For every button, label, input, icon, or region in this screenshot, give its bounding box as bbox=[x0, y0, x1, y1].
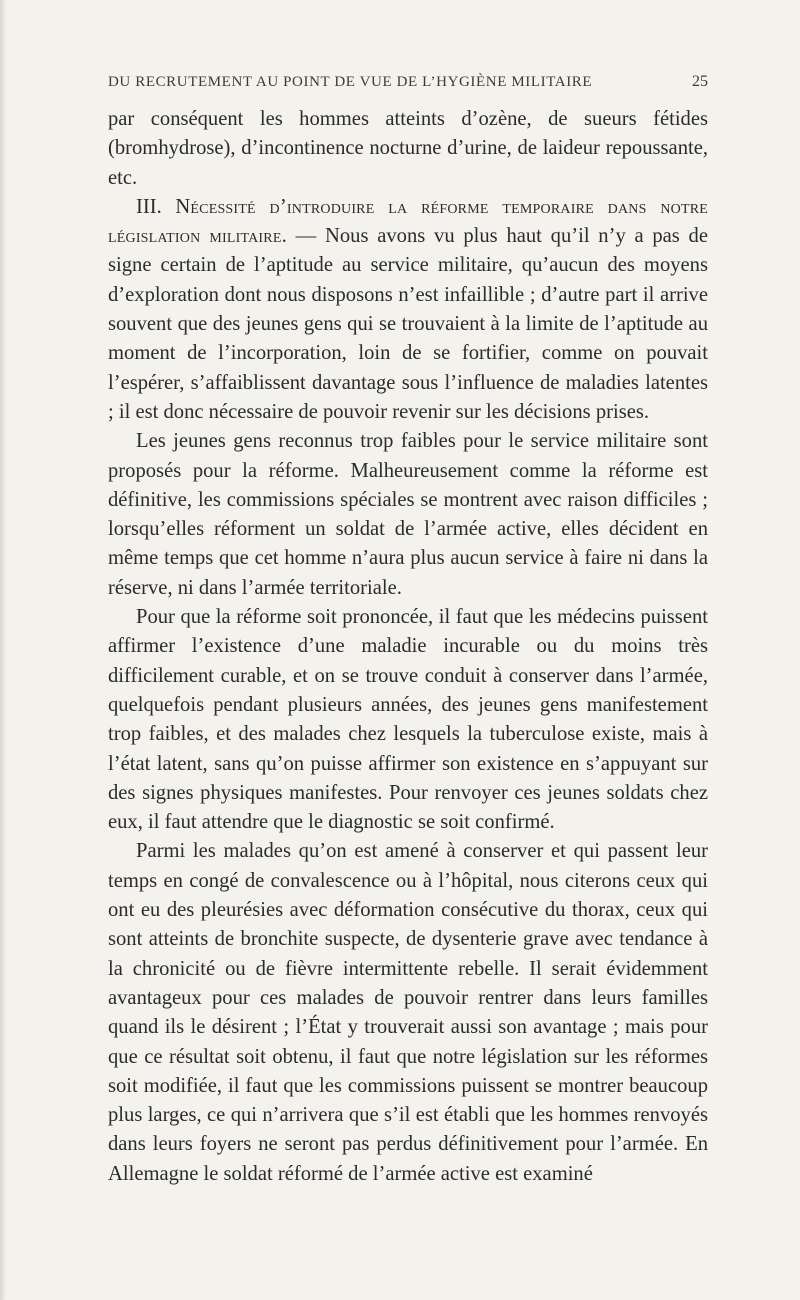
paragraph: Les jeunes gens reconnus trop faibles pour le service militaire sont proposés pour la réforme. Malheureusement comme la réforme est définitive, les commissions spéciales se montrent avec raison difficiles ; lorsqu’elles réforment un soldat de l’armée active, elles décident en même temps que cet homme n’aura plus aucun service à faire ni dans la réserve, ni dans l’armée territoriale. bbox=[108, 430, 708, 599]
section-heading: Nécessité d’introduire la réforme temporaire dans notre législation militaire. bbox=[108, 195, 708, 248]
paragraph-continued: par conséquent les hommes atteints d’ozène, de sueurs fétides (bromhydrose), d’incontinence nocturne d’urine, de laideur repoussante, etc. bbox=[108, 108, 708, 189]
paragraph: Pour que la réforme soit prononcée, il faut que les médecins puissent affirmer l’existence d’une maladie incurable ou du moins très difficilement curable, et on se trouve conduit à conserver dans l’armée, quelquefois pendant plusieurs années, des jeunes gens manifestement trop faibles, et des malades chez lesquels la tuberculose existe, mais à l’état latent, sans qu’on puisse affirmer son existence en s’appuyant sur des signes physiques manifestes. Pour renvoyer ces jeunes soldats chez eux, il faut attendre que le diagnostic se soit confirmé. bbox=[108, 606, 708, 834]
page-number: 25 bbox=[692, 73, 708, 90]
section-dash: — bbox=[286, 225, 326, 248]
section-paragraph bbox=[108, 193, 708, 427]
binding-edge bbox=[0, 0, 6, 1300]
body-text bbox=[108, 105, 708, 1189]
section-number: III. bbox=[136, 195, 162, 218]
paragraph: Parmi les malades qu’on est amené à conserver et qui passent leur temps en congé de convalescence ou à l’hôpital, nous citerons ceux qui ont eu des pleurésies avec déformation consécutive du thorax, ceux qui sont atteints de bronchite suspecte, de dysenterie grave avec tendance à la chronicité ou de fièvre intermittente rebelle. Il serait évidemment avantageux pour ces malades de pouvoir rentrer dans leurs familles quand ils le désirent ; l’État y trouverait aussi son avantage ; mais pour que ce résultat soit obtenu, il faut que notre législation sur les réformes soit modifiée, il faut que les commissions puissent se montrer beaucoup plus larges, ce qui n’arrivera que s’il est établi que les hommes renvoyés dans leurs foyers ne seront pas perdus définitivement pour l’armée. En Allemagne le soldat réformé de l’armée active est examiné bbox=[108, 840, 708, 1185]
running-title: DU RECRUTEMENT AU POINT DE VUE DE L’HYGIÈNE MILITAIRE bbox=[108, 74, 593, 90]
section-body: Nous avons vu plus haut qu’il n’y a pas de signe certain de l’aptitude au service militaire, qu’aucun des moyens d’exploration dont nous disposons n’est infaillible ; d’autre part il arrive souvent que des jeunes gens qui se trouvaient à la limite de l’aptitude au moment de l’incorporation, loin de se fortifier, comme on pouvait l’espérer, s’affaiblissent davantage sous l’influence de maladies latentes ; il est donc nécessaire de pouvoir revenir sur les décisions prises. bbox=[108, 225, 708, 423]
running-head bbox=[108, 73, 708, 91]
